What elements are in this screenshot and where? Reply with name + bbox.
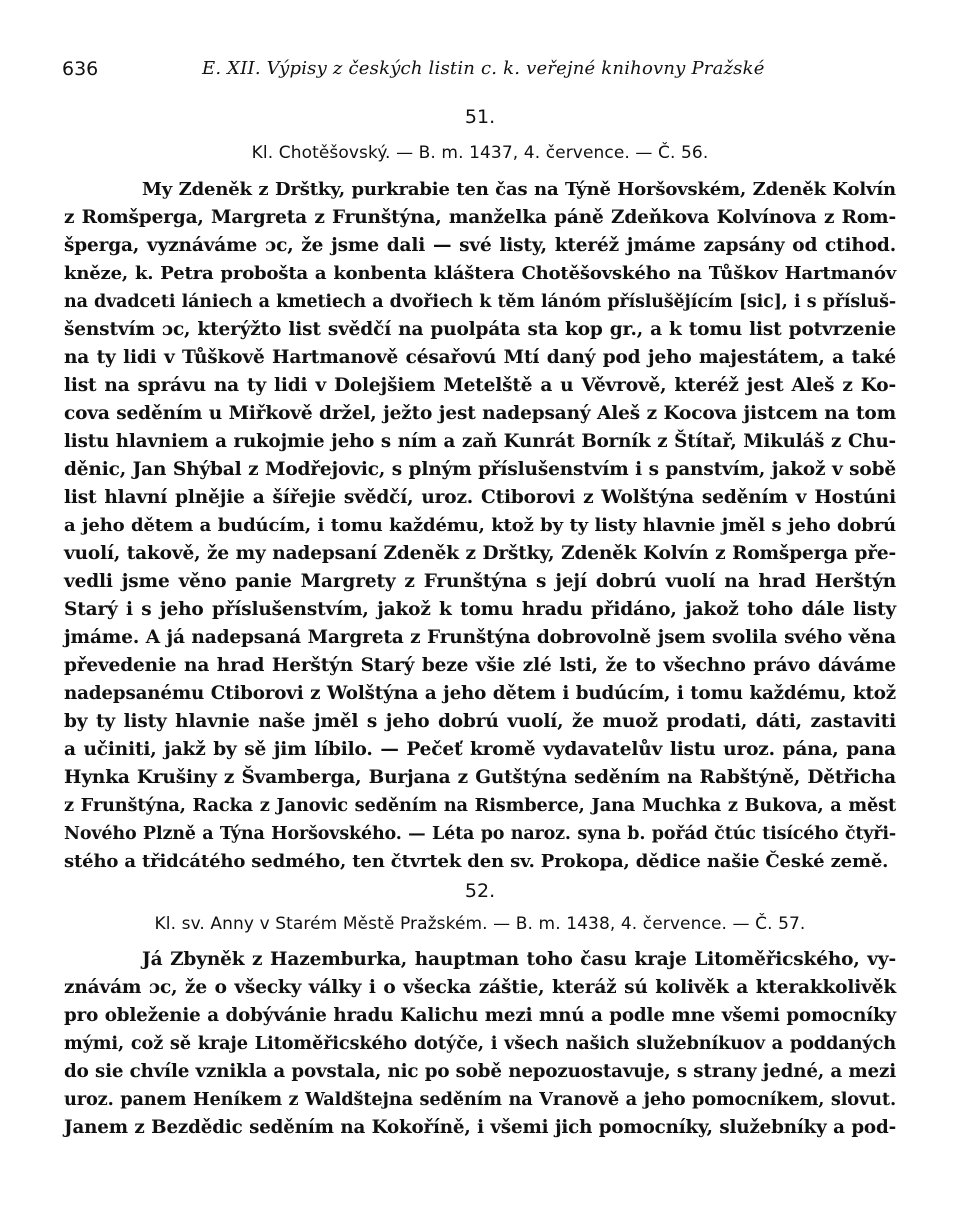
page-number: 636 bbox=[62, 58, 99, 80]
document-meta: Kl. sv. Anny v Starém Městě Pražském. — B. m. 1438, 4. července. — Č. 57. bbox=[154, 914, 806, 934]
text-line: pro obleženie a dobývánie hradu Kalichu mezi mnú a podle mne všemi pomocníky bbox=[64, 1005, 896, 1026]
text-line: nadepsanému Ctiborovi z Wolštýna a jeho dětem i budúcím, i tomu každému, ktož bbox=[64, 683, 896, 704]
text-line: Starý i s jeho příslušenstvím, jakož k tomu hradu přidáno, jakož toho dále listy bbox=[64, 599, 896, 620]
text-line: by ty listy hlavnie naše jměl s jeho dobrú vuolí, že muož prodati, dáti, zastaviti bbox=[64, 711, 896, 732]
text-line: kněze, k. Petra proboštа a konbenta kláštera Chotěšovského na Tůškov Hartmanóv bbox=[64, 263, 896, 284]
text-line: znávám ɔc, že o všecky války i o všecka záštie, kteráž sú kolivěk a kterakkolivěk bbox=[64, 977, 896, 998]
text-line: My Zdeněk z Drštky, purkrabie ten čas na Týně Horšovském, Zdeněk Kolvín bbox=[142, 179, 896, 200]
document-number: 52. bbox=[464, 880, 496, 902]
text-line: jmáme. A já nadepsaná Margreta z Frunštýna dobrovolně jsem svolila svého věna bbox=[64, 627, 896, 648]
text-line: do sie chvíle vznikla a povstala, nic po sobě nepozuostavuje, s strany jedné, a mezi bbox=[64, 1061, 896, 1082]
text-line: Nového Plzně a Týna Horšovského. — Léta po naroz. syna b. pořád čtúc tisícého čtyři- bbox=[64, 824, 896, 844]
text-line: Janem z Bezdědic seděním na Kokoříně, i všemi jich pomocníky, služebníky a pod- bbox=[64, 1117, 896, 1138]
text-line: a učiniti, jakž by sě jim líbilo. — Pečeť kromě vydavatelův listu uroz. pána, pana bbox=[64, 739, 896, 760]
text-line: uroz. panem Heníkem z Waldštejna seděním na Vranově a jeho pomocníkem, slovut. bbox=[64, 1089, 896, 1110]
text-line: šperga, vyznáváme ɔc, že jsme dali — své listy, kteréž jmáme zapsány od ctihod. bbox=[64, 235, 896, 256]
running-title: E. XII. Výpisy z českých listin c. k. veřejné knihovny Pražské bbox=[202, 58, 765, 79]
text-line: Já Zbyněk z Hazemburka, hauptman toho času kraje Litoměřicského, vy- bbox=[142, 949, 896, 970]
text-line: stého a třidcátého sedmého, ten čtvrtek den sv. Prokopa, dědice našie České země. bbox=[64, 851, 889, 872]
text-line: na ty lidi v Tůškově Hartmanově césařovú Mtí daný pod jeho majestátem, a také bbox=[64, 347, 896, 368]
text-line: mými, což sě kraje Litoměřicského dotýče, i všech našich služebníkuov a poddaných bbox=[64, 1033, 896, 1054]
text-line: z Frunštýna, Racka z Janovic seděním na Rismberce, Jana Muchka z Bukova, a měst bbox=[64, 795, 896, 816]
text-line: list na správu na ty lidi v Dolejšiem Metelště a u Věvrově, kteréž jest Aleš z Ko- bbox=[64, 375, 896, 396]
text-line: cova seděním u Miřkově držel, ježto jest nadepsaný Aleš z Kocova jistcem na tom bbox=[64, 403, 896, 424]
text-line: děnic, Jan Shýbal z Modřejovic, s plným příslušenstvím i s panstvím, jakož v sobě bbox=[64, 459, 896, 480]
text-line: list hlavní plnějie a šířejie svědčí, uroz. Ctiborovi z Wolštýna seděním v Hostúni bbox=[64, 487, 896, 508]
text-line: vuolí, takově, že my nadepsaní Zdeněk z Drštky, Zdeněk Kolvín z Romšperga pře- bbox=[64, 543, 896, 564]
document-number: 51. bbox=[464, 106, 496, 128]
text-line: z Romšperga, Margreta z Frunštýna, manželka páně Zdeňkova Kolvínova z Rom- bbox=[64, 207, 896, 228]
running-header bbox=[62, 58, 898, 88]
text-line: listu hlavniem a rukojmie jeho s ním a zaň Kunrát Borník z Štítař, Mikuláš z Chu- bbox=[64, 431, 896, 452]
text-line: Hynka Krušiny z Švamberga, Burjana z Gutštýna seděním na Rabštýně, Dětřicha bbox=[64, 767, 896, 788]
text-line: převedenie na hrad Herštýn Starý beze všie zlé lsti, že to všechno právo dáváme bbox=[64, 655, 896, 676]
text-line: šenstvím ɔc, kterýžto list svědčí na puolpáta sta kop gr., a k tomu list potvrzenie bbox=[64, 319, 896, 340]
text-line: na dvadceti lániech a kmetiech a dvořiech k těm lánóm příslušějícím [sic], i s přísluš- bbox=[64, 292, 896, 312]
text-line: vedli jsme věno panie Margrety z Frunštýna s její dobrú vuolí na hrad Herštýn bbox=[64, 571, 896, 592]
text-line: a jeho dětem a budúcím, i tomu každému, ktož by ty listy hlavnie jměl s jeho dobrú bbox=[64, 515, 896, 536]
document-meta: Kl. Chotěšovský. — B. m. 1437, 4. července. — Č. 56. bbox=[251, 143, 709, 163]
